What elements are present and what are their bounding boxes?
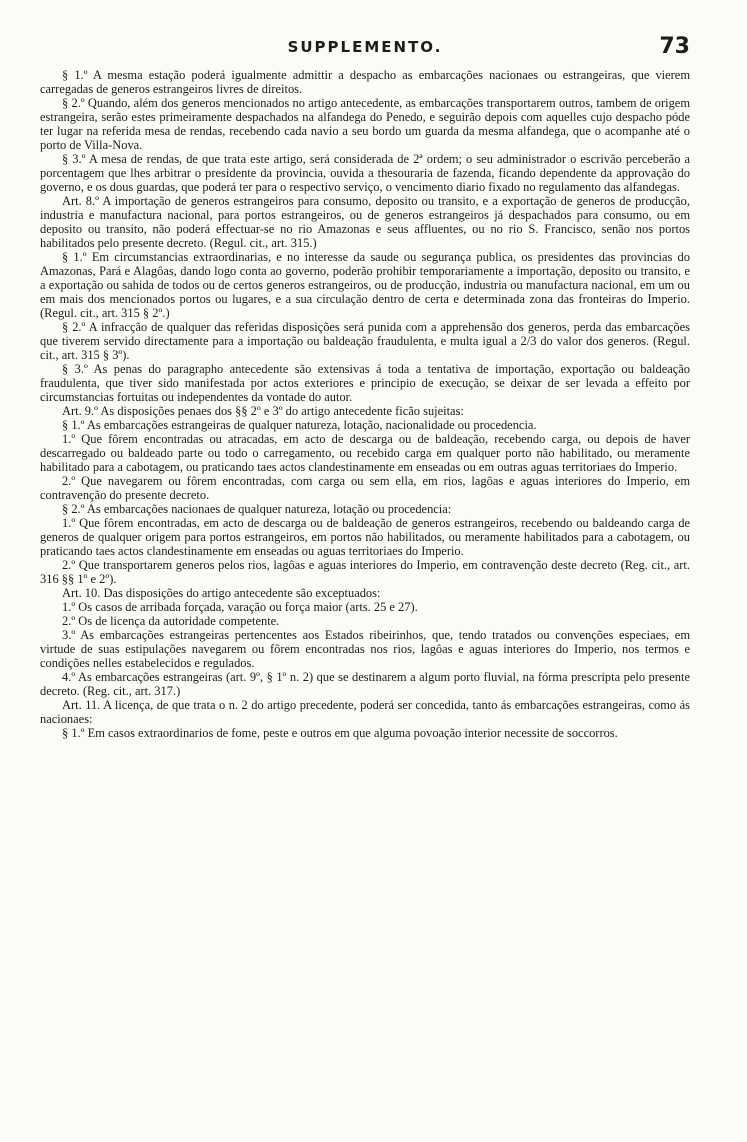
running-title: SUPPLEMENTO. [287,38,443,56]
paragraph: § 2.º As embarcações nacionaes de qualquer natureza, lotação ou procedencia: [62,502,452,516]
paragraph: Art. 10. Das disposições do artigo antecedente são exceptuados: [62,586,381,600]
paragraph: 1.º Que fôrem encontradas, em acto de descarga ou de baldeação de generos estrangeiros, recebendo ou baldeando carga de generos de qualquer origem para portos estrangeiros, em portos não habilitados, ou meramente habilitados para a cabotagem, ou praticando taes actos clandestinamente em enseadas ou aguas territoriaes do Imperio. [40,516,690,558]
paragraph: § 1.º As embarcações estrangeiras de qualquer natureza, lotação, nacionalidade ou procedencia. [62,418,537,432]
document-body [40,68,690,1088]
page-header [40,34,690,62]
paragraph: 2.º Os de licença da autoridade competente. [62,614,280,628]
paragraph: 2.º Que transportarem generos pelos rios, lagôas e aguas interiores do Imperio, em contravenção deste decreto (Reg. cit., art. 316 §§ 1º e 2º). [40,558,690,586]
page-number: 73 [659,34,690,59]
paragraph: § 3.º As penas do paragrapho antecedente são extensivas á toda a tentativa de importação, exportação ou baldeação fraudulenta, que tiver sido manifestada por actos exteriores e principio de execução, se deixar de ser levada a effeito por circumstancias fortuitas ou independentes da vontade do autor. [40,362,690,404]
paragraph: 4.º As embarcações estrangeiras (art. 9º, § 1º n. 2) que se destinarem a algum porto fluvial, na fórma prescripta pelo presente decreto. (Reg. cit., art. 317.) [40,670,690,698]
paragraph: Art. 8.º A importação de generos estrangeiros para consumo, deposito ou transito, e a exportação de generos de producção, industria e manufactura nacional, para portos estrangeiros, ou de generos estrangeiros já despachados para consumo, ou em deposito ou transito, não poderá effectuar-se no rio Amazonas e seus affluentes, ou no rio S. Francisco, senão nos portos habilitados pelo presente decreto. (Regul. cit., art. 315.) [40,194,690,250]
paragraph: § 3.º A mesa de rendas, de que trata este artigo, será considerada de 2ª ordem; o seu administrador o escrivão perceberão a porcentagem que lhes arbitrar o presidente da provincia, ouvida a thesouraria de fazenda, ficando dependente da approvação do governo, e os dous guardas, que poderá ter para o respectivo serviço, o vencimento diario fixado no regulamento das alfandegas. [40,152,690,194]
paragraph: § 2.º A infracção de qualquer das referidas disposições será punida com a apprehensão dos generos, perda das embarcações que tiverem servido directamente para a importação ou baldeação fraudulenta, e multa igual a 2/3 do valor dos generos. (Regul. cit., art. 315 § 3º). [40,320,690,362]
paragraph: Art. 9.º As disposições penaes dos §§ 2º e 3º do artigo antecedente ficão sujeitas: [62,404,464,418]
paragraph: § 1.º Em circumstancias extraordinarias, e no interesse da saude ou segurança publica, os presidentes das provincias do Amazonas, Pará e Alagôas, dando logo conta ao governo, poderão prohibir temporariamente a importação, deposito ou transito, e a exportação ou sahida de todos ou de certos generos estrangeiros, ou de producção, industria ou manufactura nacional, em um ou em mais dos mencionados portos ou lugares, e a sua circulação dentro de certa e determinada zona das fronteiras do Imperio. (Regul. cit., art. 315 § 2º.) [40,250,690,320]
paragraph: § 1.º Em casos extraordinarios de fome, peste e outros em que alguma povoação interior necessite de soccorros. [62,726,618,740]
paragraph: 1.º Os casos de arribada forçada, varação ou força maior (arts. 25 e 27). [62,600,418,614]
paragraph: 2.º Que navegarem ou fôrem encontradas, com carga ou sem ella, em rios, lagôas e aguas interiores do Imperio, em contravenção do presente decreto. [40,474,690,502]
paragraph: § 2.º Quando, além dos generos mencionados no artigo antecedente, as embarcações transportarem outros, tambem de origem estrangeira, serão estes primeiramente despachados na alfandega do Penedo, e seguirão depois com aquelles cujo despacho póde ter lugar na referida mesa de rendas, recebendo cada navio a seu bordo um guarda da mesma alfandega, que o acompanhe até o porto de Villa-Nova. [40,96,690,152]
paragraph: Art. 11. A licença, de que trata o n. 2 do artigo precedente, poderá ser concedida, tanto ás embarcações estrangeiras, como ás nacionaes: [40,698,690,726]
paragraph: § 1.º A mesma estação poderá igualmente admittir a despacho as embarcações nacionaes ou estrangeiras, que vierem carregadas de generos estrangeiros livres de direitos. [40,68,690,96]
paragraph: 3.º As embarcações estrangeiras pertencentes aos Estados ribeirinhos, que, tendo tratados ou convenções especiaes, em virtude de suas estipulações navegarem ou fôrem encontradas nos rios, lagôas e aguas interiores do Imperio, nos termos e condições nelles estabelecidos e regulados. [40,628,690,670]
paragraph: 1.º Que fôrem encontradas ou atracadas, em acto de descarga ou de baldeação, recebendo carga, ou depois de haver descarregado ou baldeado parte ou todo o carregamento, ou recebido carga em qualquer porto não habilitado, ou meramente habilitado para a cabotagem, ou praticando taes actos clandestinamente em enseadas ou em outras aguas territoriaes do Imperio. [40,432,690,474]
